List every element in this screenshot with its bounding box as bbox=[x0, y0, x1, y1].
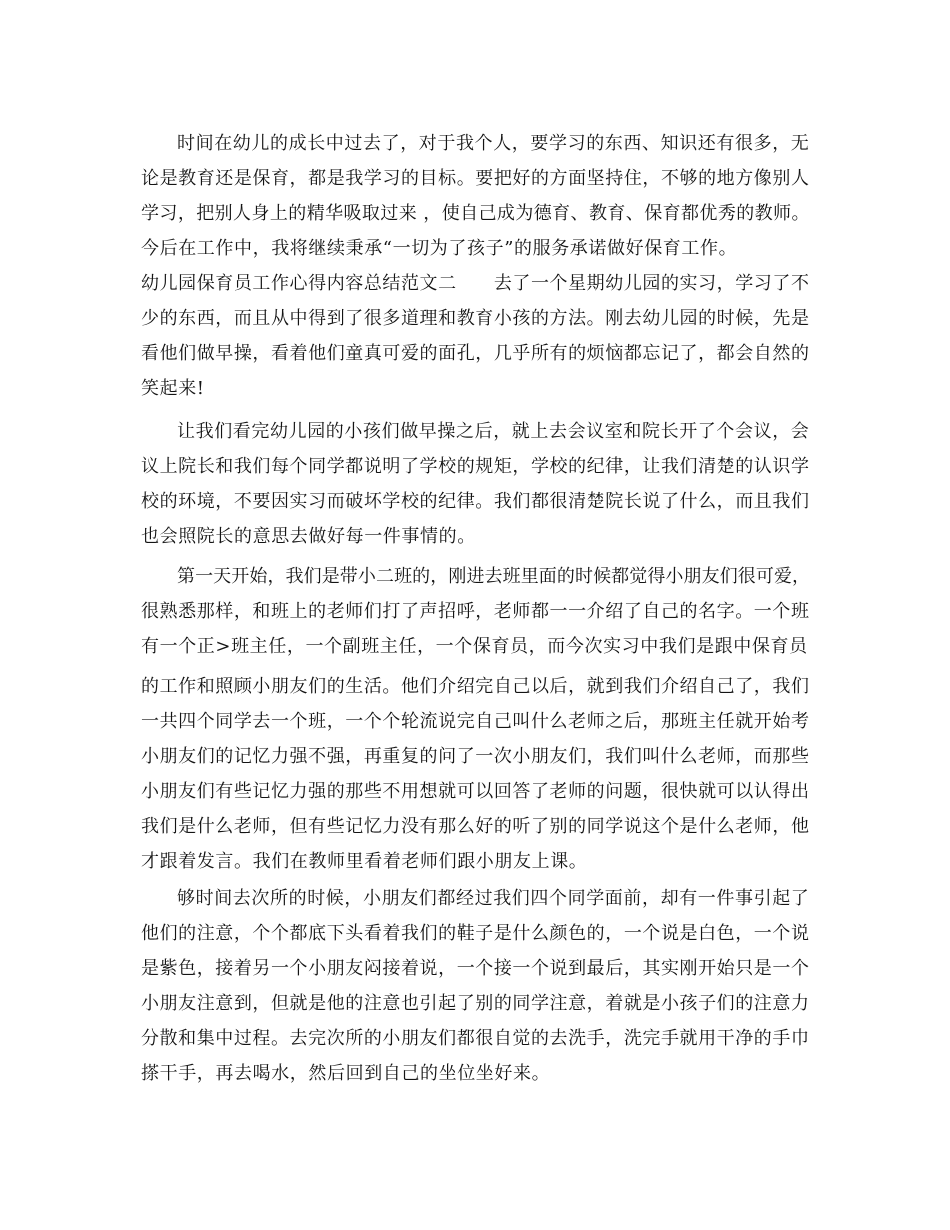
text-line: 的工作和照顾小朋友们的生活。他们介绍完自己以后，就到我们介绍自己了，我们 bbox=[141, 676, 810, 697]
text-line: 够时间去次所的时候，小朋友们都经过我们四个同学面前，却有一件事引起了 bbox=[177, 888, 810, 909]
text-line: 校的环境，不要因实习而破坏学校的纪律。我们都很清楚院长说了什么，而且我们 bbox=[141, 491, 810, 512]
text-line: 论是教育还是保育，都是我学习的目标。要把好的方面坚持住，不够的地方像别人 bbox=[141, 168, 810, 189]
text-line: 一共四个同学去一个班，一个个轮流说完自己叫什么老师之后，那班主任就开始考 bbox=[141, 711, 810, 732]
text-line: 时间在幼儿的成长中过去了，对于我个人，要学习的东西、知识还有很多，无 bbox=[177, 133, 810, 154]
text-line: 小朋友们有些记忆力强的那些不用想就可以回答了老师的问题，很快就可以认得出 bbox=[141, 781, 810, 802]
text-line: 今后在工作中，我将继续秉承“一切为了孩子”的服务承诺做好保育工作。 bbox=[141, 238, 738, 259]
text-line: 小朋友注意到，但就是他的注意也引起了别的同学注意，着就是小孩子们的注意力 bbox=[141, 993, 810, 1014]
text-line: 小朋友们的记忆力强不强，再重复的问了一次小朋友们，我们叫什么老师，而那些 bbox=[141, 746, 810, 767]
text-line: 搽干手，再去喝水，然后回到自己的坐位坐好来。 bbox=[141, 1063, 551, 1084]
text-line: 议上院长和我们每个同学都说明了学校的规矩，学校的纪律，让我们清楚的认识学 bbox=[141, 456, 810, 477]
text-line: 也会照院长的意思去做好每一件事情的。 bbox=[141, 526, 476, 547]
text-line: 少的东西，而且从中得到了很多道理和教育小孩的方法。刚去幼儿园的时候，先是 bbox=[141, 308, 810, 329]
text-line: 我们是什么老师，但有些记忆力没有那么好的听了别的同学说这个是什么老师，他 bbox=[141, 816, 810, 837]
text-line: 幼儿园保育员工作心得内容总结范文二 去了一个星期幼儿园的实习，学习了不 bbox=[141, 273, 810, 294]
text-line: 看他们做早操，看着他们童真可爱的面孔，几乎所有的烦恼都忘记了，都会自然的 bbox=[141, 343, 810, 364]
text-line: 才跟着发言。我们在教师里看着老师们跟小朋友上课。 bbox=[141, 851, 588, 872]
text-line: 很熟悉那样，和班上的老师们打了声招呼，老师都一一介绍了自己的名字。一个班 bbox=[141, 601, 810, 622]
text-line: 有一个正>班主任，一个副班主任，一个保育员，而今次实习中我们是跟中保育员 bbox=[141, 636, 808, 657]
text-line: 他们的注意，个个都底下头看着我们的鞋子是什么颜色的，一个说是白色，一个说 bbox=[141, 923, 810, 944]
text-line: 学习，把别人身上的精华吸取过来 ，使自己成为德育、教育、保育都优秀的教师。 bbox=[141, 203, 810, 224]
text-line: 第一天开始，我们是带小二班的，刚进去班里面的时候都觉得小朋友们很可爱， bbox=[177, 566, 811, 587]
text-line: 笑起来! bbox=[141, 378, 205, 399]
text-line: 让我们看完幼儿园的小孩们做早操之后，就上去会议室和院长开了个会议，会 bbox=[177, 421, 810, 442]
text-line: 分散和集中过程。去完次所的小朋友们都很自觉的去洗手，洗完手就用干净的手巾 bbox=[141, 1028, 810, 1049]
text-line: 是紫色，接着另一个小朋友闷接着说，一个接一个说到最后，其实刚开始只是一个 bbox=[141, 958, 810, 979]
